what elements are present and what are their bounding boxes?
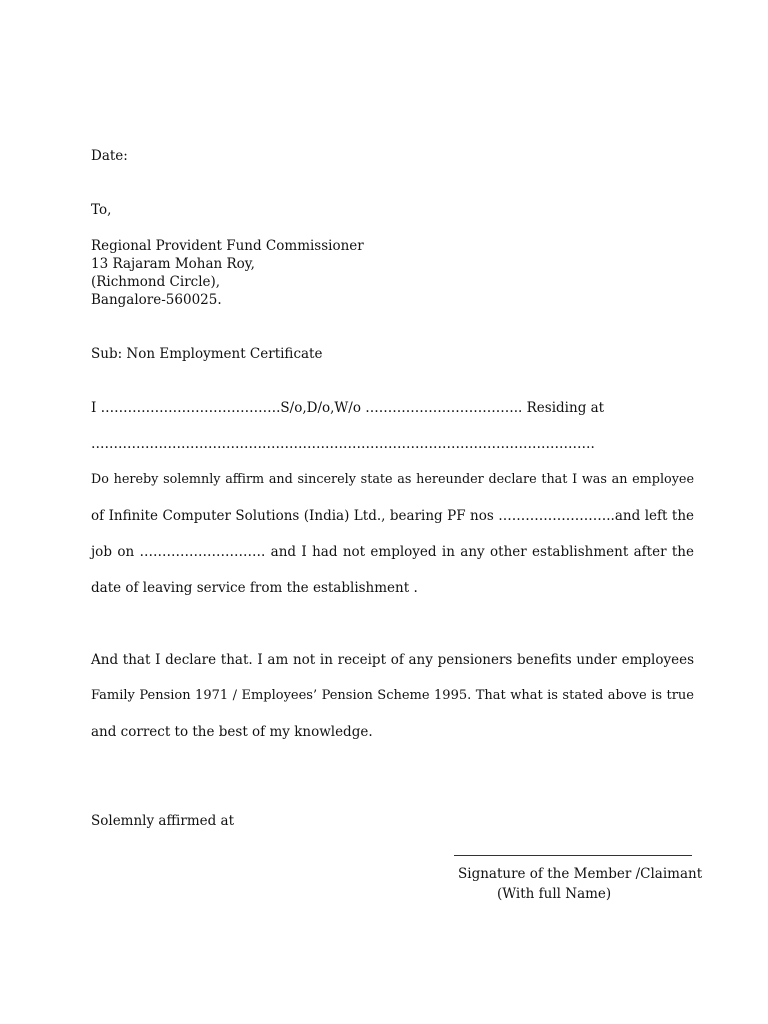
- paragraph-2-line-1: And that I declare that. I am not in receipt of any pensioners benefits under employees: [91, 652, 694, 668]
- subject-line: Sub: Non Employment Certificate: [91, 346, 323, 362]
- address-line-4: Bangalore-560025.: [91, 292, 222, 308]
- paragraph-2-line-3: and correct to the best of my knowledge.: [91, 724, 373, 740]
- address-line-1: Regional Provident Fund Commissioner: [91, 238, 364, 254]
- date-label: Date:: [91, 148, 128, 164]
- signature-line: [454, 855, 692, 856]
- paragraph-1-line-2: of Infinite Computer Solutions (India) Ltd., bearing PF nos ……………………..and left the: [91, 508, 694, 524]
- paragraph-1-line-3: job on ………………………. and I had not employed in any other establishment after the: [91, 544, 694, 560]
- address-line-3: (Richmond Circle),: [91, 274, 221, 290]
- paragraph-1-line-4: date of leaving service from the establishment .: [91, 580, 418, 596]
- paragraph-1-line-1: Do hereby solemnly affirm and sincerely state as hereunder declare that I was an employee: [91, 472, 694, 487]
- signature-label: Signature of the Member /Claimant: [458, 866, 703, 882]
- signature-sub-label: (With full Name): [497, 886, 612, 902]
- address-line-2: 13 Rajaram Mohan Roy,: [91, 256, 255, 272]
- to-label: To,: [91, 202, 112, 218]
- affirmation-line: Solemnly affirmed at: [91, 813, 235, 829]
- identity-line-1: I ………………………………….S/o,D/o,W/o …………………………….. Residing at: [91, 400, 605, 416]
- paragraph-2-line-2: Family Pension 1971 / Employees’ Pension Scheme 1995. That what is stated above is true: [91, 688, 694, 703]
- identity-line-2: ………………………………………………………………………………………………….: [91, 436, 595, 452]
